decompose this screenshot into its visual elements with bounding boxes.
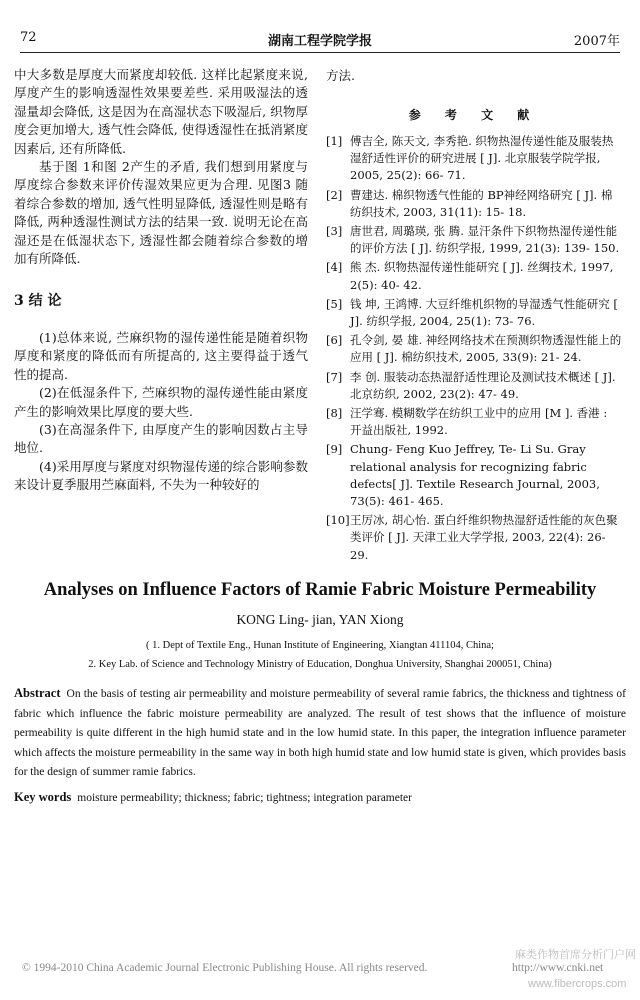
abstract-text: On the basis of testing air permeability and moisture permeability of several ramie fabrics, the thickness and tightness of fabric which influence the fabric moisture permeability are analyzed. The result of test shows that the influence of moisture permeability is quite different in the high humid state and in the low humid state. In this paper, the integration influence parameter which affects the moisture permeability in the same way in both high humid state and low humid state is given, which provides basis for the design of summer ramie fabrics. xyxy=(14,688,626,778)
abstract-label: Abstract xyxy=(14,686,61,700)
conclusion-1: (1)总体来说, 苎麻织物的湿传递性能是随着织物厚度和紧度的降低而有所提高的, 这主要得益于透气性的提高. xyxy=(14,329,308,382)
journal-title: 湖南工程学院学报 xyxy=(267,34,372,49)
reference-item: [7] 李 创. 服装动态热湿舒适性理论及测试技术概述 [ J]. 北京纺织, 2002, 23(2): 47- 49. xyxy=(326,369,616,401)
watermark-line-1: 麻类作物首席分析门户网 xyxy=(515,949,636,961)
references-title: 参 考 文 献 xyxy=(408,108,540,122)
reference-item: [4] 熊 杰. 织物热湿传递性能研究 [ J]. 丝绸技术, 1997, 2(5): 40- 42. xyxy=(326,260,614,292)
conclusion-3: (3)在高湿条件下, 由厚度产生的影响因数占主导地位. xyxy=(14,421,308,456)
copyright-footer: © 1994-2010 China Academic Journal Electronic Publishing House. All rights reserved. xyxy=(22,962,428,974)
authors: KONG Ling- jian, YAN Xiong xyxy=(236,612,404,627)
watermark-line-2: www.fibercrops.com xyxy=(528,978,627,990)
keywords-text: moisture permeability; thickness; fabric; tightness; integration parameter xyxy=(77,792,412,804)
keywords-label: Key words xyxy=(14,790,72,804)
publication-year: 2007年 xyxy=(573,34,620,49)
page-header xyxy=(20,30,620,50)
reference-item: [6] 孔令剑, 晏 雄. 神经网络技术在预测织物透湿性能上的应用 [ J]. 棉纺织技术, 2005, 33(9): 21- 24. xyxy=(326,333,622,365)
header-rule xyxy=(20,52,620,53)
abstract xyxy=(14,684,626,783)
paragraph-2: 基于图 1和图 2产生的矛盾, 我们想到用紧度与厚度综合参数来评价传湿效果应更为合理. 见图3 随着综合参数的增加, 透气性明显降低, 透湿性则是略有降低, 两种透湿性测试方法的结果一致. 说明无论在高湿还是在低湿状态下, 透湿性都会随着综合参数的增加有所降低. xyxy=(14,159,308,267)
right-column xyxy=(326,66,622,566)
reference-item: [8] 汪学骞. 模糊数学在纺织工业中的应用 [M ]. 香港 : 开益出版社, 1992. xyxy=(326,406,608,438)
section-title: 3 结 论 xyxy=(14,293,62,310)
affiliation-1: ( 1. Dept of Textile Eng., Hunan Institute of Engineering, Xiangtan 411104, China; xyxy=(146,640,494,651)
conclusion-2: (2)在低湿条件下, 苎麻织物的湿传递性能由紧度产生的影响效果比厚度的要大些. xyxy=(14,385,308,419)
footer-url[interactable]: http://www.cnki.net xyxy=(512,962,604,974)
reference-item: [5] 钱 坤, 王鸿博. 大豆纤维机织物的导湿透气性能研究 [ J]. 纺织学报, 2004, 25(1): 73- 76. xyxy=(326,296,618,329)
reference-item: [3] 唐世君, 周璐瑛, 张 腾. 显汗条件下织物热湿传递性能的评价方法 [ J]. 纺织学报, 1999, 21(3): 139- 150. xyxy=(326,224,620,256)
paragraph-1: 中大多数是厚度大而紧度却较低. 这样比起紧度来说, 厚度产生的影响透湿性效果要差些. 采用吸湿法的透湿量却会降低, 这是因为在高湿状态下吸湿后, 织物厚度会更加增大, 透气性会降低, 使得透湿性在抵消紧度因素后, 还有所降低. xyxy=(14,67,308,156)
reference-item: [1] 傅吉全, 陈天文, 李秀艳. 织物热湿传递性能及服装热湿舒适性评价的研究进展 [ J]. 北京服装学院学报, 2005, 25(2): 66- 71. xyxy=(326,134,614,183)
page-number: 72 xyxy=(20,30,37,45)
conclusion-4: (4)采用厚度与紧度对织物湿传递的综合影响参数来设计夏季服用苎麻面料, 不失为一种较好的 xyxy=(14,458,308,493)
reference-item: [10] 王厉冰, 胡心怡. 蛋白纤维织物热湿舒适性能的灰色聚类评价 [ J]. 天津工业大学学报, 2003, 22(4): 26- 29. xyxy=(326,513,618,562)
left-column xyxy=(14,66,308,495)
keywords xyxy=(14,790,626,805)
reference-list xyxy=(326,133,622,564)
affiliation-2: 2. Key Lab. of Science and Technology Ministry of Education, Donghua University, Shanghai 200051, China) xyxy=(88,659,552,670)
english-title: Analyses on Influence Factors of Ramie Fabric Moisture Permeability xyxy=(43,580,597,600)
continuation-text: 方法. xyxy=(326,68,355,83)
reference-item: [9] Chung- Feng Kuo Jeffrey, Te- Li Su. Gray relational analysis for recognizing fabric defects[ J]. Textile Research Journal, 2003, 73(5): 461- 465. xyxy=(326,442,600,509)
reference-item: [2] 曹建达. 棉织物透气性能的 BP神经网络研究 [ J]. 棉纺织技术, 2003, 31(11): 15- 18. xyxy=(326,187,613,219)
